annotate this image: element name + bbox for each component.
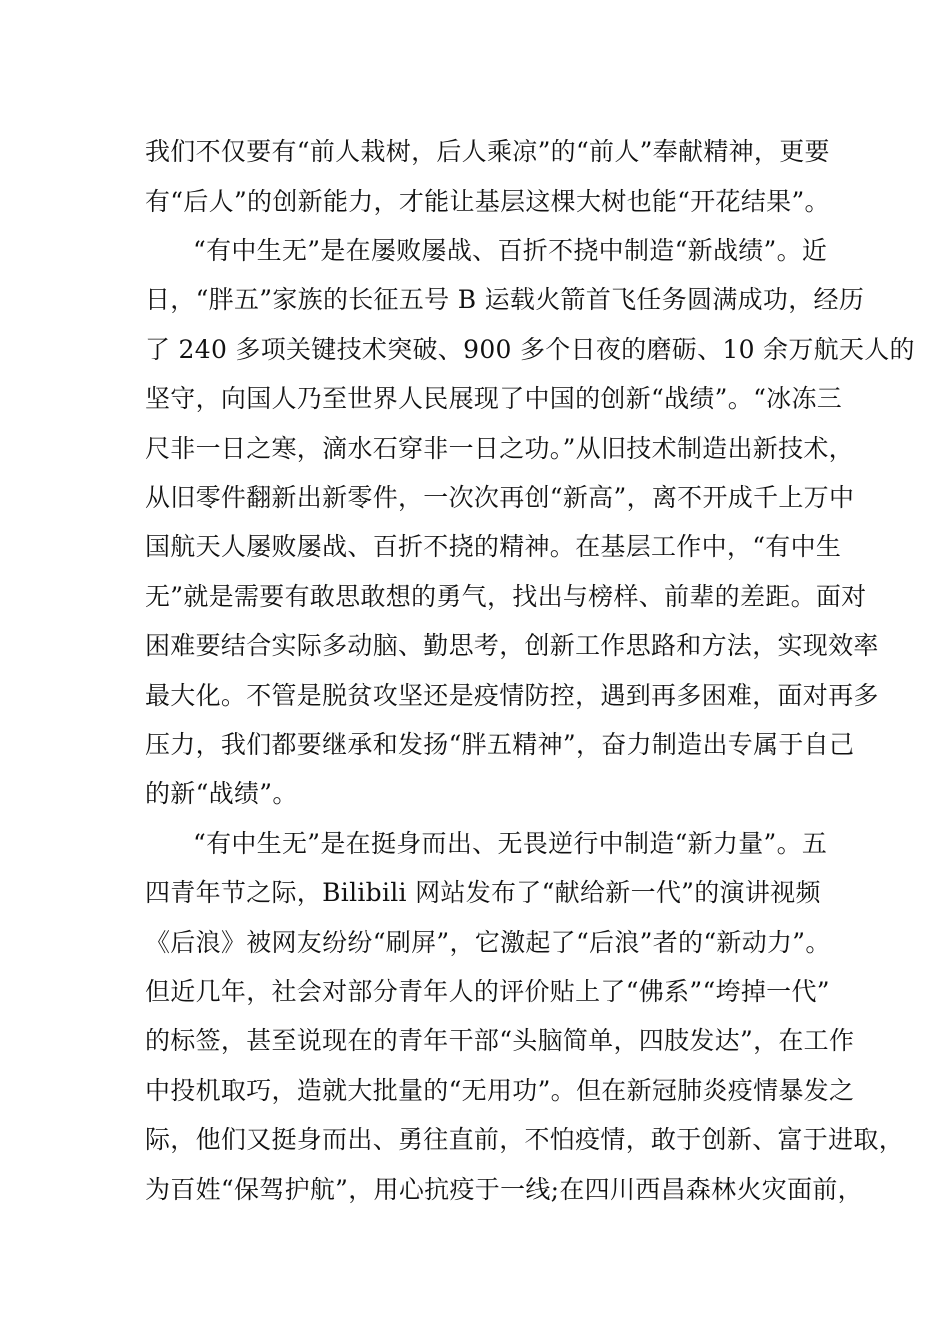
text-line: 的标签，甚至说现在的青年干部“头脑简单，四肢发达”，在工作 <box>145 1026 855 1055</box>
text-line: 的新“战绩”。 <box>145 779 298 808</box>
text-line: 坚守，向国人乃至世界人民展现了中国的创新“战绩”。“冰冻三 <box>145 384 843 413</box>
text-line: 四青年节之际，Bilibili 网站发布了“献给新一代”的演讲视频 <box>145 878 821 907</box>
text-line: 尺非一日之寒，滴水石穿非一日之功。”从旧技术制造出新技术， <box>145 434 854 463</box>
text-line: 我们不仅要有“前人栽树，后人乘凉”的“前人”奉献精神，更要 <box>145 137 830 166</box>
text-line: 压力，我们都要继承和发扬“胖五精神”，奋力制造出专属于自己 <box>145 730 855 759</box>
text-line: 《后浪》被网友纷纷“刷屏”，它激起了“后浪”者的“新动力”。 <box>145 928 831 957</box>
paragraph-start-line: “有中生无”是在挺身而出、无畏逆行中制造“新力量”。五 <box>193 829 828 858</box>
text-line: 但近几年，社会对部分青年人的评价贴上了“佛系”“垮掉一代” <box>145 977 830 1006</box>
text-line: 从旧零件翻新出新零件，一次次再创“新高”，离不开成千上万中 <box>145 483 855 512</box>
text-line: 日，“胖五”家族的长征五号 B 运载火箭首飞任务圆满成功，经历 <box>145 285 865 314</box>
text-line: 无”就是需要有敢思敢想的勇气，找出与榜样、前辈的差距。面对 <box>145 582 867 611</box>
paragraph-start-line: “有中生无”是在屡败屡战、百折不挠中制造“新战绩”。近 <box>193 236 828 265</box>
text-line: 际，他们又挺身而出、勇往直前，不怕疫情，敢于创新、富于进取， <box>145 1125 905 1154</box>
text-line: 了 240 多项关键技术突破、900 多个日夜的磨砺、10 余万航天人的 <box>145 335 915 364</box>
text-line: 为百姓“保驾护航”，用心抗疫于一线;在四川西昌森林火灾面前， <box>145 1175 863 1204</box>
text-line: 国航天人屡败屡战、百折不挠的精神。在基层工作中，“有中生 <box>145 532 842 561</box>
text-line: 困难要结合实际多动脑、勤思考，创新工作思路和方法，实现效率 <box>145 631 879 660</box>
text-line: 有“后人”的创新能力，才能让基层这棵大树也能“开花结果”。 <box>145 187 830 216</box>
text-line: 最大化。不管是脱贫攻坚还是疫情防控，遇到再多困难，面对再多 <box>145 681 879 710</box>
text-line: 中投机取巧，造就大批量的“无用功”。但在新冠肺炎疫情暴发之 <box>145 1076 855 1105</box>
